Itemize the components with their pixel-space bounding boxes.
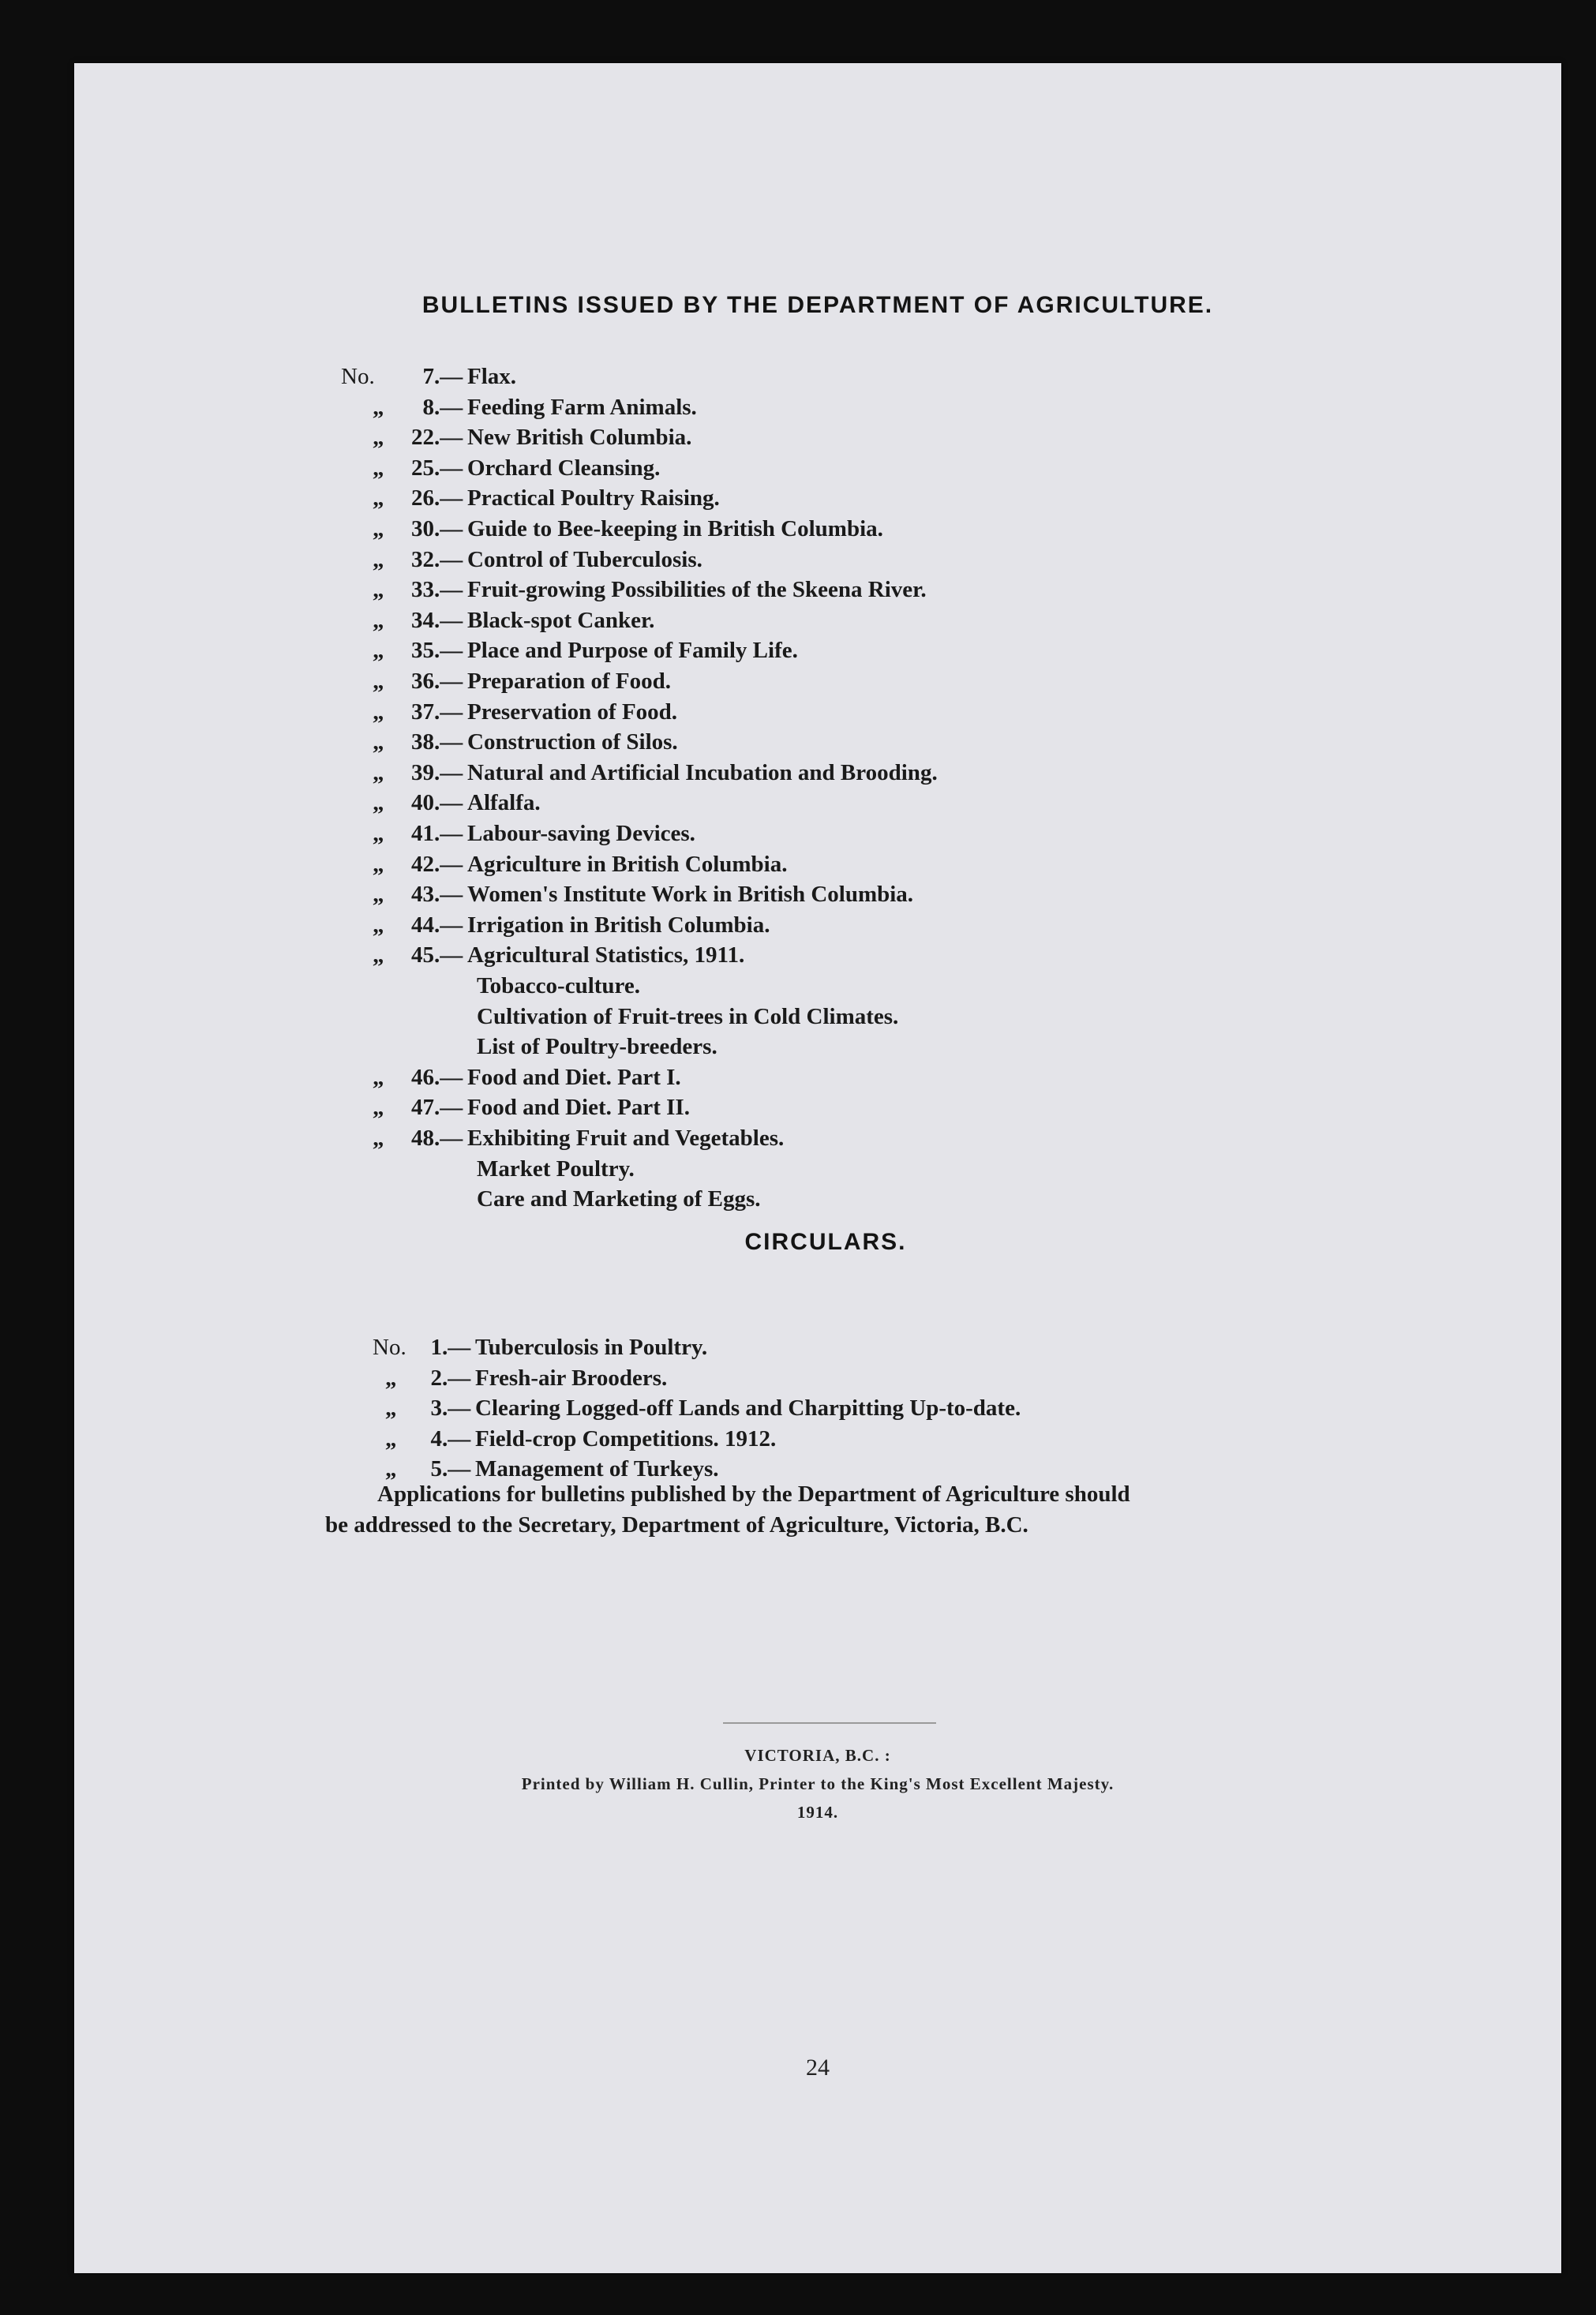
bulletin-entry-number: 45 [411,942,434,968]
circulars-heading: CIRCULARS. [744,1229,907,1255]
circular-entry-prefix: „ [385,1456,397,1482]
circular-entry-prefix: „ [385,1425,397,1452]
bulletin-entry-title: Guide to Bee-keeping in British Columbia. [467,516,883,541]
circular-entry-title: Clearing Logged-off Lands and Charpitting Up-to-date. [475,1395,1021,1422]
circular-entry-prefix: No. [373,1335,406,1360]
bulletin-entry-title: Labour-saving Devices. [467,821,695,846]
bulletin-entry-title: Women's Institute Work in British Columbia. [467,882,914,908]
circular-entry-number: 3 [430,1395,442,1422]
bulletin-entry-title: New British Columbia. [467,425,692,451]
bulletin-entry-title: Food and Diet. Part I. [467,1064,681,1090]
bulletin-entry-number: 36 [411,669,434,694]
bulletin-entry-prefix: „ [373,669,384,694]
bulletins-heading: BULLETINS ISSUED BY THE DEPARTMENT OF AGRICULTURE. [421,292,1214,318]
bulletin-entry-title: Exhibiting Fruit and Vegetables. [467,1126,785,1151]
bulletin-entry-prefix: „ [373,1126,384,1151]
bulletin-entry-prefix: „ [373,912,384,938]
bulletin-entry-number: 47 [411,1095,434,1121]
bulletin-entry-separator: .— [434,942,463,968]
bulletin-entry-title: Cultivation of Fruit-trees in Cold Climates. [477,1003,899,1029]
bulletin-entry-title: Fruit-growing Possibilities of the Skeena River. [467,577,927,603]
bulletin-entry-title: Flax. [467,364,517,389]
circular-entry-title: Field-crop Competitions. 1912. [475,1425,777,1452]
bulletin-entry-title: Natural and Artificial Incubation and Brooding. [467,759,938,785]
bulletin-entry-prefix: „ [373,1095,384,1121]
bulletin-entry-number: 35 [411,638,434,664]
bulletin-entry-title: Black-spot Canker. [467,607,655,633]
bulletin-entry-title: Care and Marketing of Eggs. [477,1186,761,1212]
bulletin-entry-separator: .— [434,882,463,908]
bulletin-entry-title: Agricultural Statistics, 1911. [467,942,745,968]
bulletin-entry-number: 40 [411,790,434,816]
circular-entry-separator: .— [442,1425,471,1452]
bulletin-entry-separator: .— [434,577,463,603]
bulletin-entry-separator: .— [434,638,463,664]
imprint-year: 1914. [796,1803,839,1822]
bulletin-entry-number: 46 [411,1064,434,1090]
imprint-printer: Printed by William H. Cullin, Printer to the King's Most Excellent Majesty. [521,1774,1115,1793]
bulletin-entry-prefix: „ [373,394,384,420]
circular-entry-title: Tuberculosis in Poultry. [475,1335,708,1360]
page-number: 24 [806,2055,830,2081]
bulletin-entry-number: 34 [411,607,434,633]
bulletin-entry-separator: .— [434,516,463,541]
circular-entry-separator: .— [442,1395,471,1422]
bulletin-entry-number: 41 [411,821,434,846]
bulletin-entry-title: Construction of Silos. [467,729,678,755]
circular-entry-number: 4 [430,1425,442,1452]
circular-entry-separator: .— [442,1365,471,1391]
circular-entry-title: Management of Turkeys. [475,1456,719,1482]
bulletin-entry-separator: .— [434,394,463,420]
circular-entry-prefix: „ [385,1365,397,1391]
bulletin-entry-number: 48 [411,1126,434,1151]
bulletin-entry-separator: .— [434,1064,463,1090]
divider-rule [723,1722,936,1724]
bulletin-entry-title: Preparation of Food. [467,669,672,694]
bulletin-entry-title: Practical Poultry Raising. [467,485,720,511]
bulletin-entry-number: 43 [411,882,434,908]
circular-entry-separator: .— [442,1335,471,1360]
bulletin-entry-prefix: „ [373,699,384,725]
bulletin-entry-prefix: „ [373,1064,384,1090]
bulletin-entry-number: 32 [411,546,434,572]
bulletin-entry-separator: .— [434,790,463,816]
bulletin-entry-separator: .— [434,729,463,755]
bulletin-entry-number: 8 [422,394,434,420]
bulletin-entry-separator: .— [434,455,463,481]
bulletin-entry-title: Feeding Farm Animals. [467,394,697,420]
bulletin-entry-prefix: „ [373,546,384,572]
bulletin-entry-separator: .— [434,699,463,725]
bulletin-entry-separator: .— [434,912,463,938]
bulletin-entry-separator: .— [434,669,463,694]
bulletin-entry-separator: .— [434,425,463,451]
bulletin-entry-number: 38 [411,729,434,755]
bulletin-entry-prefix: „ [373,759,384,785]
circular-entry-title: Fresh-air Brooders. [475,1365,668,1391]
circular-entry-prefix: „ [385,1395,397,1422]
bulletin-entry-number: 25 [411,455,434,481]
bulletin-entry-number: 39 [411,759,434,785]
bulletin-entry-prefix: „ [373,455,384,481]
bulletin-entry-prefix: „ [373,485,384,511]
bulletin-entry-prefix: „ [373,882,384,908]
document-page [74,63,1561,2273]
bulletin-entry-title: List of Poultry-breeders. [477,1034,717,1060]
bulletin-entry-number: 7 [422,364,434,389]
bulletin-entry-separator: .— [434,364,463,389]
bulletin-entry-separator: .— [434,821,463,846]
bulletin-entry-prefix: „ [373,425,384,451]
bulletin-entry-prefix: „ [373,851,384,877]
bulletin-entry-title: Control of Tuberculosis. [467,546,702,572]
bulletin-entry-number: 30 [411,516,434,541]
bulletin-entry-title: Market Poultry. [477,1156,635,1182]
bulletin-entry-separator: .— [434,759,463,785]
bulletin-entry-number: 37 [411,699,434,725]
circular-entry-number: 1 [430,1335,442,1360]
circular-entry-separator: .— [442,1456,471,1482]
circular-entry-number: 2 [430,1365,442,1391]
bulletin-entry-prefix: „ [373,607,384,633]
imprint-place: VICTORIA, B.C. : [744,1746,891,1765]
bulletin-entry-title: Alfalfa. [467,790,541,816]
bulletin-entry-number: 42 [411,851,434,877]
applications-line-2: be addressed to the Secretary, Department of Agriculture, Victoria, B.C. [325,1512,1028,1538]
bulletin-entry-title: Agriculture in British Columbia. [467,851,788,877]
bulletin-entry-separator: .— [434,607,463,633]
bulletin-entry-prefix: „ [373,729,384,755]
circular-entry-number: 5 [430,1456,442,1482]
bulletin-entry-separator: .— [434,851,463,877]
bulletin-entry-number: 26 [411,485,434,511]
bulletin-entry-prefix: „ [373,821,384,846]
bulletin-entry-number: 44 [411,912,434,938]
bulletin-entry-number: 22 [411,425,434,451]
bulletin-entry-title: Preservation of Food. [467,699,678,725]
applications-line-1: Applications for bulletins published by the Department of Agriculture should [377,1482,1130,1507]
bulletin-entry-separator: .— [434,1095,463,1121]
bulletin-entry-title: Irrigation in British Columbia. [467,912,770,938]
bulletin-entry-title: Place and Purpose of Family Life. [467,638,798,664]
bulletin-entry-separator: .— [434,1126,463,1151]
bulletin-entry-prefix: „ [373,577,384,603]
bulletin-entry-title: Food and Diet. Part II. [467,1095,690,1121]
bulletin-entry-prefix: „ [373,516,384,541]
bulletin-entry-prefix: „ [373,638,384,664]
bulletin-entry-separator: .— [434,485,463,511]
bulletin-entry-number: 33 [411,577,434,603]
bulletin-entry-separator: .— [434,546,463,572]
bulletin-entry-prefix: No. [341,364,375,389]
bulletin-entry-prefix: „ [373,790,384,816]
bulletin-entry-title: Orchard Cleansing. [467,455,661,481]
bulletin-entry-title: Tobacco-culture. [477,973,641,998]
bulletin-entry-prefix: „ [373,942,384,968]
